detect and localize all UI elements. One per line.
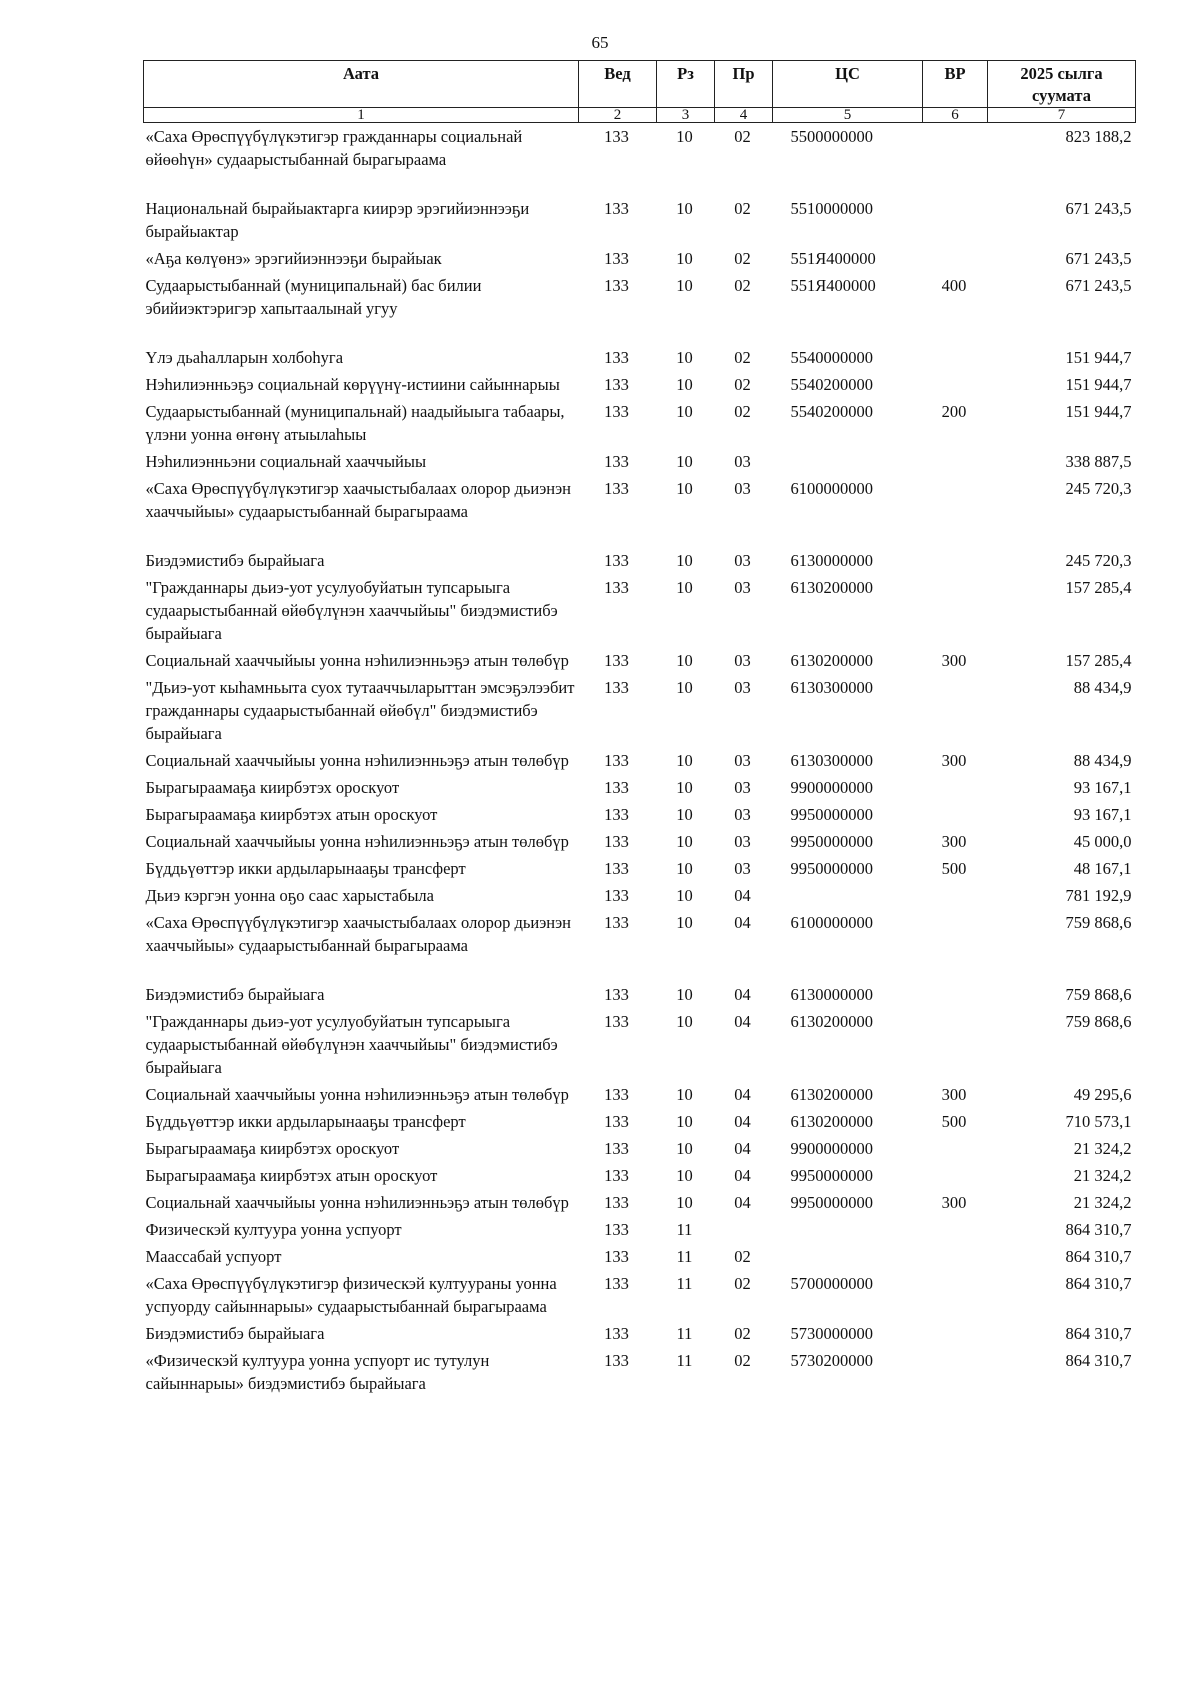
row-rz: 10	[676, 402, 693, 421]
row-name: Национальнай бырайыактарга киирэр эрэгийиэннээҕи бырайыактар	[145, 199, 530, 241]
row-name: Социальнай хааччыйыы уонна нэһилиэнньэҕэ атын төлөбүр	[145, 751, 569, 770]
row-pr: 03	[734, 479, 751, 498]
row-rz: 10	[676, 1166, 693, 1185]
row-name: Социальнай хааччыйыы уонна нэһилиэнньэҕэ атын төлөбүр	[145, 1193, 569, 1212]
row-rz: 10	[676, 249, 693, 268]
row-name: Судаарыстыбаннай (муниципальнай) бас билии эбийиэктэригэр хапытаалынай угуу	[145, 276, 482, 318]
row-pr: 03	[734, 805, 751, 824]
table-row	[144, 774, 1136, 801]
row-rz: 10	[676, 452, 693, 471]
row-name: Биэдэмистибэ бырайыага	[145, 985, 325, 1004]
row-ved: 133	[604, 678, 629, 697]
row-pr: 02	[734, 127, 751, 146]
table-row	[144, 1162, 1136, 1189]
table-row	[144, 1320, 1136, 1347]
row-vr	[923, 448, 988, 475]
row-amount: 21 324,2	[1073, 1193, 1132, 1212]
row-amount: 338 887,5	[1065, 452, 1132, 471]
row-cs: 9900000000	[790, 778, 873, 797]
row-cs: 6130200000	[790, 578, 873, 597]
row-rz: 10	[676, 805, 693, 824]
row-ved: 133	[604, 805, 629, 824]
table-row	[144, 747, 1136, 774]
row-name: «Аҕа көлүөнэ» эрэгийиэннээҕи бырайыак	[145, 249, 442, 268]
column-number: 4	[715, 108, 773, 123]
row-ved: 133	[604, 886, 629, 905]
row-vr: 300	[941, 751, 967, 770]
row-ved: 133	[604, 832, 629, 851]
column-number: 1	[144, 108, 579, 123]
row-ved: 133	[604, 1324, 629, 1343]
row-ved: 133	[604, 276, 629, 295]
row-vr: 400	[941, 276, 967, 295]
row-amount: 759 868,6	[1065, 985, 1132, 1004]
row-ved: 133	[604, 375, 629, 394]
column-number: 5	[773, 108, 923, 123]
row-vr	[923, 1216, 988, 1243]
row-rz: 10	[676, 348, 693, 367]
row-ved: 133	[604, 1139, 629, 1158]
row-rz: 10	[676, 551, 693, 570]
row-vr	[923, 1008, 988, 1081]
table-header	[144, 61, 1136, 123]
row-pr: 02	[734, 199, 751, 218]
row-ved: 133	[604, 551, 629, 570]
column-number: 2	[579, 108, 657, 123]
table-body	[144, 123, 1136, 1398]
table-row	[144, 882, 1136, 909]
row-pr: 02	[734, 1274, 751, 1293]
row-cs: 551Я400000	[790, 249, 876, 268]
row-vr	[923, 774, 988, 801]
table-row	[144, 195, 1136, 245]
row-rz: 10	[676, 578, 693, 597]
row-cs: 6130000000	[790, 551, 873, 570]
table-row	[144, 674, 1136, 747]
table-row	[144, 855, 1136, 882]
table-row	[144, 475, 1136, 547]
header-rz: Рз	[657, 61, 715, 108]
row-cs: 5540200000	[790, 402, 873, 421]
row-amount: 151 944,7	[1065, 348, 1132, 367]
row-rz: 10	[676, 1085, 693, 1104]
row-cs: 9950000000	[790, 1166, 873, 1185]
row-amount: 93 167,1	[1073, 805, 1132, 824]
row-name: Социальнай хааччыйыы уонна нэһилиэнньэҕэ атын төлөбүр	[145, 1085, 569, 1104]
table-row	[144, 1216, 1136, 1243]
row-pr	[715, 1216, 773, 1243]
header-name: Аата	[144, 61, 579, 108]
row-ved: 133	[604, 452, 629, 471]
header-cs: ЦС	[773, 61, 923, 108]
row-pr: 03	[734, 751, 751, 770]
row-amount: 48 167,1	[1073, 859, 1132, 878]
row-name: «Саха Өрөспүүбүлүкэтигэр хаачыстыбалаах олорор дьиэнэн хааччыйыы» судаарыстыбаннай бырагыраама	[145, 479, 572, 521]
row-name: Бырагыраамаҕа киирбэтэх атын ороскуот	[145, 1166, 438, 1185]
row-cs: 5510000000	[790, 199, 873, 218]
row-ved: 133	[604, 859, 629, 878]
row-cs: 6130300000	[790, 678, 873, 697]
row-name: Биэдэмистибэ бырайыага	[145, 1324, 325, 1343]
row-ved: 133	[604, 1220, 629, 1239]
row-name: «Саха Өрөспүүбүлүкэтигэр хаачыстыбалаах олорор дьиэнэн хааччыйыы» судаарыстыбаннай бырагыраама	[145, 913, 572, 955]
row-cs: 9950000000	[790, 1193, 873, 1212]
row-vr: 300	[941, 832, 967, 851]
table-row	[144, 574, 1136, 647]
row-pr: 02	[734, 375, 751, 394]
row-amount: 93 167,1	[1073, 778, 1132, 797]
row-rz: 11	[676, 1220, 693, 1239]
row-rz: 10	[676, 859, 693, 878]
row-pr: 03	[734, 651, 751, 670]
row-vr	[923, 1270, 988, 1320]
row-pr: 04	[734, 1193, 751, 1212]
row-name: Социальнай хааччыйыы уонна нэһилиэнньэҕэ атын төлөбүр	[145, 832, 569, 851]
row-vr	[923, 1347, 988, 1397]
row-rz: 10	[676, 886, 693, 905]
row-cs: 5540000000	[790, 348, 873, 367]
row-cs: 6100000000	[790, 479, 873, 498]
row-vr	[923, 1162, 988, 1189]
row-cs	[773, 1243, 923, 1270]
row-rz: 10	[676, 276, 693, 295]
row-name: Нэһилиэнньэни социальнай хааччыйыы	[145, 452, 427, 471]
row-pr: 04	[734, 985, 751, 1004]
row-rz: 10	[676, 751, 693, 770]
row-ved: 133	[604, 479, 629, 498]
row-vr	[923, 195, 988, 245]
row-name: Маассабай успуорт	[145, 1247, 282, 1266]
row-name: Бырагыраамаҕа киирбэтэх атын ороскуот	[145, 805, 438, 824]
row-cs: 6130200000	[790, 1012, 873, 1031]
table-row	[144, 448, 1136, 475]
column-number: 7	[988, 108, 1136, 123]
row-cs	[773, 882, 923, 909]
row-pr: 02	[734, 1247, 751, 1266]
row-name: «Саха Өрөспүүбүлүкэтигэр физическэй култуураны уонна успуорду сайыннарыы» судаарыстыбаннай бырагыраама	[145, 1274, 557, 1316]
row-ved: 133	[604, 1166, 629, 1185]
row-rz: 11	[676, 1324, 693, 1343]
row-vr: 300	[941, 1085, 967, 1104]
row-ved: 133	[604, 1351, 629, 1370]
row-amount: 151 944,7	[1065, 402, 1132, 421]
row-name: Дьиэ кэргэн уонна оҕо саас харыстабыла	[145, 886, 434, 905]
table-row	[144, 1008, 1136, 1081]
row-amount: 823 188,2	[1065, 127, 1132, 146]
table-row	[144, 1243, 1136, 1270]
row-ved: 133	[604, 913, 629, 932]
row-cs: 9950000000	[790, 859, 873, 878]
row-ved: 133	[604, 1247, 629, 1266]
row-pr: 04	[734, 913, 751, 932]
row-rz: 10	[676, 651, 693, 670]
row-name: «Физическэй култуура уонна успуорт ис тутулун сайыннарыы» биэдэмистибэ бырайыага	[145, 1351, 490, 1393]
table-row	[144, 272, 1136, 344]
row-vr: 200	[941, 402, 967, 421]
row-pr: 02	[734, 348, 751, 367]
row-cs: 6130200000	[790, 1085, 873, 1104]
row-cs: 6130300000	[790, 751, 873, 770]
budget-table	[143, 60, 1136, 1397]
row-vr	[923, 882, 988, 909]
row-pr: 02	[734, 276, 751, 295]
row-vr	[923, 981, 988, 1008]
row-ved: 133	[604, 778, 629, 797]
row-amount: 49 295,6	[1073, 1085, 1132, 1104]
row-amount: 671 243,5	[1065, 276, 1132, 295]
row-ved: 133	[604, 348, 629, 367]
row-ved: 133	[604, 985, 629, 1004]
row-name: Бүддьүөттэр икки ардыларынааҕы трансферт	[145, 1112, 466, 1131]
row-amount: 45 000,0	[1073, 832, 1132, 851]
row-rz: 10	[676, 985, 693, 1004]
row-cs: 5500000000	[790, 127, 873, 146]
row-rz: 10	[676, 678, 693, 697]
row-rz: 11	[676, 1351, 693, 1370]
header-amount: 2025 сылга суумата	[988, 61, 1136, 108]
row-pr: 02	[734, 1351, 751, 1370]
row-name: "Гражданнары дьиэ-уот усулуобуйатын тупсарыыга судаарыстыбаннай өйөбүлүнэн хааччыйыы" биэдэмистибэ бырайыага	[145, 1012, 558, 1077]
row-amount: 151 944,7	[1065, 375, 1132, 394]
row-cs: 551Я400000	[790, 276, 876, 295]
row-ved: 133	[604, 1112, 629, 1131]
row-cs: 5730200000	[790, 1351, 873, 1370]
row-pr: 04	[734, 1139, 751, 1158]
page-number: 65	[591, 33, 609, 52]
table-row	[144, 801, 1136, 828]
row-cs: 9900000000	[790, 1139, 873, 1158]
row-pr: 04	[734, 1085, 751, 1104]
row-vr: 300	[941, 651, 967, 670]
row-rz: 10	[676, 479, 693, 498]
row-amount: 88 434,9	[1073, 678, 1132, 697]
row-amount: 671 243,5	[1065, 249, 1132, 268]
row-name: Судаарыстыбаннай (муниципальнай) наадыйыыга табаары, үлэни уонна өҥөнү атыылаһыы	[145, 402, 565, 444]
row-vr	[923, 1320, 988, 1347]
row-cs	[773, 448, 923, 475]
table-row	[144, 123, 1136, 196]
table-row	[144, 828, 1136, 855]
row-pr: 03	[734, 859, 751, 878]
row-pr: 03	[734, 551, 751, 570]
row-ved: 133	[604, 1193, 629, 1212]
row-name: «Саха Өрөспүүбүлүкэтигэр гражданнары социальнай өйөөһүн» судаарыстыбаннай бырагыраама	[145, 127, 523, 169]
row-vr	[923, 674, 988, 747]
row-vr	[923, 1243, 988, 1270]
row-cs: 6130200000	[790, 651, 873, 670]
row-cs: 6100000000	[790, 913, 873, 932]
row-name: "Гражданнары дьиэ-уот усулуобуйатын тупсарыыга судаарыстыбаннай өйөбүлүнэн хааччыйыы" биэдэмистибэ бырайыага	[145, 578, 558, 643]
table-row	[144, 1347, 1136, 1397]
row-ved: 133	[604, 249, 629, 268]
row-rz: 10	[676, 832, 693, 851]
table-row	[144, 1135, 1136, 1162]
row-pr: 02	[734, 402, 751, 421]
row-vr	[923, 574, 988, 647]
table-row	[144, 1108, 1136, 1135]
table-row	[144, 647, 1136, 674]
row-rz: 11	[676, 1247, 693, 1266]
row-amount: 245 720,3	[1065, 479, 1132, 498]
row-vr	[923, 344, 988, 371]
row-pr: 04	[734, 1166, 751, 1185]
row-vr	[923, 801, 988, 828]
row-amount: 245 720,3	[1065, 551, 1132, 570]
row-ved: 133	[604, 651, 629, 670]
row-cs: 9950000000	[790, 832, 873, 851]
row-vr: 500	[941, 859, 967, 878]
row-pr: 04	[734, 1012, 751, 1031]
row-name: Социальнай хааччыйыы уонна нэһилиэнньэҕэ атын төлөбүр	[145, 651, 569, 670]
row-amount: 157 285,4	[1065, 651, 1132, 670]
row-name: "Дьиэ-уот кыһамньыта суох тутааччыларыттан эмсэҕэлээбит гражданнары судаарыстыбаннай өйөбүл" биэдэмистибэ бырайыага	[145, 678, 575, 743]
row-ved: 133	[604, 127, 629, 146]
table-row	[144, 981, 1136, 1008]
header-vr: ВР	[923, 61, 988, 108]
row-amount: 671 243,5	[1065, 199, 1132, 218]
row-rz: 10	[676, 1139, 693, 1158]
row-amount: 864 310,7	[1065, 1220, 1132, 1239]
row-cs: 5730000000	[790, 1324, 873, 1343]
row-amount: 21 324,2	[1073, 1139, 1132, 1158]
row-vr	[923, 547, 988, 574]
row-rz: 10	[676, 127, 693, 146]
table-row	[144, 909, 1136, 981]
row-amount: 864 310,7	[1065, 1247, 1132, 1266]
row-pr: 03	[734, 452, 751, 471]
row-name: Бырагыраамаҕа киирбэтэх ороскуот	[145, 1139, 400, 1158]
row-cs: 9950000000	[790, 805, 873, 824]
row-vr	[923, 909, 988, 981]
row-vr: 500	[941, 1112, 967, 1131]
column-number: 6	[923, 108, 988, 123]
row-amount: 88 434,9	[1073, 751, 1132, 770]
row-name: Физическэй култуура уонна успуорт	[145, 1220, 402, 1239]
row-amount: 864 310,7	[1065, 1351, 1132, 1370]
row-rz: 10	[676, 375, 693, 394]
row-cs: 6130000000	[790, 985, 873, 1004]
row-rz: 10	[676, 1193, 693, 1212]
row-amount: 710 573,1	[1065, 1112, 1132, 1131]
header-pr: Пр	[715, 61, 773, 108]
row-cs: 5700000000	[790, 1274, 873, 1293]
row-ved: 133	[604, 1274, 629, 1293]
row-name: Бүддьүөттэр икки ардыларынааҕы трансферт	[145, 859, 466, 878]
table-row	[144, 547, 1136, 574]
table-row	[144, 1270, 1136, 1320]
row-amount: 864 310,7	[1065, 1324, 1132, 1343]
row-amount: 864 310,7	[1065, 1274, 1132, 1293]
row-pr: 03	[734, 778, 751, 797]
row-vr	[923, 123, 988, 196]
table-row	[144, 1189, 1136, 1216]
row-rz: 10	[676, 913, 693, 932]
table-row	[144, 371, 1136, 398]
row-amount: 759 868,6	[1065, 1012, 1132, 1031]
table-row	[144, 245, 1136, 272]
row-name: Нэһилиэнньэҕэ социальнай көрүүнү-истиини сайыннарыы	[145, 375, 560, 394]
row-cs: 6130200000	[790, 1112, 873, 1131]
row-pr: 03	[734, 578, 751, 597]
row-name: Биэдэмистибэ бырайыага	[145, 551, 325, 570]
row-rz: 10	[676, 1112, 693, 1131]
row-vr	[923, 1135, 988, 1162]
row-amount: 759 868,6	[1065, 913, 1132, 932]
row-ved: 133	[604, 578, 629, 597]
table-row	[144, 344, 1136, 371]
row-name: Бырагыраамаҕа киирбэтэх ороскуот	[145, 778, 400, 797]
header-ved: Вед	[579, 61, 657, 108]
row-rz: 10	[676, 199, 693, 218]
row-ved: 133	[604, 199, 629, 218]
row-vr	[923, 475, 988, 547]
table-row	[144, 1081, 1136, 1108]
row-pr: 03	[734, 678, 751, 697]
row-amount: 157 285,4	[1065, 578, 1132, 597]
row-ved: 133	[604, 1085, 629, 1104]
row-pr: 04	[734, 1112, 751, 1131]
row-rz: 10	[676, 1012, 693, 1031]
row-amount: 781 192,9	[1065, 886, 1132, 905]
row-vr: 300	[941, 1193, 967, 1212]
row-ved: 133	[604, 402, 629, 421]
row-cs	[773, 1216, 923, 1243]
row-rz: 11	[676, 1274, 693, 1293]
row-vr	[923, 245, 988, 272]
row-pr: 03	[734, 832, 751, 851]
row-pr: 02	[734, 1324, 751, 1343]
row-pr: 04	[734, 886, 751, 905]
row-ved: 133	[604, 751, 629, 770]
row-vr	[923, 371, 988, 398]
row-cs: 5540200000	[790, 375, 873, 394]
row-ved: 133	[604, 1012, 629, 1031]
table-row	[144, 398, 1136, 448]
row-pr: 02	[734, 249, 751, 268]
row-rz: 10	[676, 778, 693, 797]
row-amount: 21 324,2	[1073, 1166, 1132, 1185]
column-number: 3	[657, 108, 715, 123]
row-name: Үлэ дьаһалларын холбоһуга	[145, 348, 344, 367]
